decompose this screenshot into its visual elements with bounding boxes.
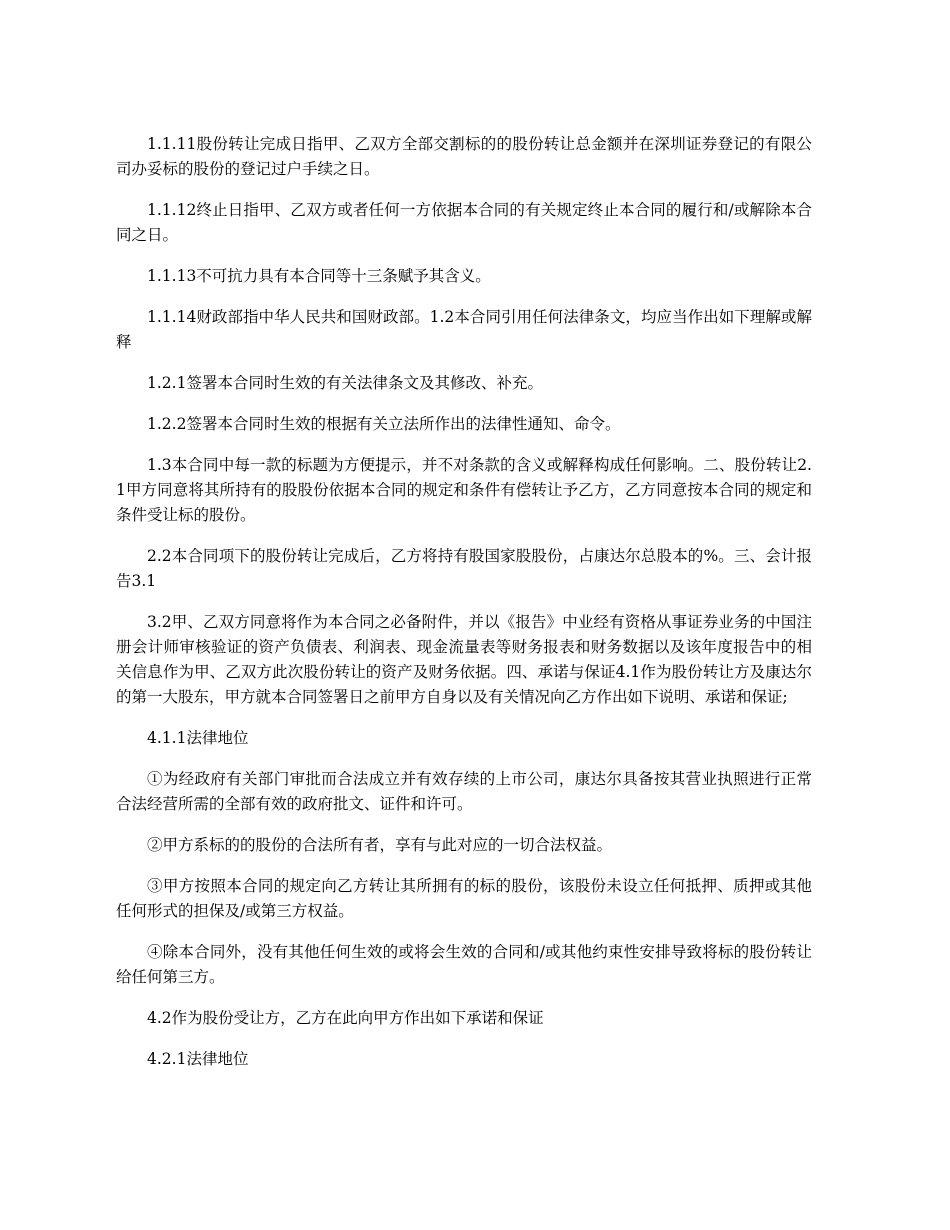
document-body <box>116 132 812 1088</box>
paragraph-item-3: ③甲方按照本合同的规定向乙方转让其所拥有的标的股份，该股份未设立任何抵押、质押或其他任何形式的担保及/或第三方权益。 <box>116 877 812 920</box>
paragraph-1-2-1: 1.2.1签署本合同时生效的有关法律条文及其修改、补充。 <box>147 374 543 392</box>
paragraph-item-1: ①为经政府有关部门审批而合法成立并有效存续的上市公司，康达尔具备按其营业执照进行正常合法经营所需的全部有效的政府批文、证件和许可。 <box>116 770 812 813</box>
paragraph-2-2: 2.2本合同项下的股份转让完成后，乙方将持有股国家股股份，占康达尔总股本的%。三、会计报告3.1 <box>116 547 812 590</box>
paragraph-4-2: 4.2作为股份受让方，乙方在此向甲方作出如下承诺和保证 <box>147 1009 544 1027</box>
paragraph-item-2: ②甲方系标的的股份的合法所有者，享有与此对应的一切合法权益。 <box>147 836 613 854</box>
paragraph-1-1-13: 1.1.13不可抗力具有本合同等十三条赋予其含义。 <box>147 267 491 285</box>
paragraph-4-2-1: 4.2.1法律地位 <box>147 1050 249 1068</box>
paragraph-item-4: ④除本合同外，没有其他任何生效的或将会生效的合同和/或其他约束性安排导致将标的股份转让给任何第三方。 <box>116 943 812 986</box>
paragraph-3-2: 3.2甲、乙双方同意将作为本合同之必备附件，并以《报告》中业经有资格从事证券业务的中国注册会计师审核验证的资产负债表、利润表、现金流量表等财务报表和财务数据以及该年度报告中的相关信息作为甲、乙双方此次股份转让的资产及财务依据。四、承诺与保证4.1作为股份转让方及康达尔的第一大股东，甲方就本合同签署日之前甲方自身以及有关情况向乙方作出如下说明、承诺和保证; <box>116 613 812 706</box>
paragraph-1-1-14: 1.1.14财政部指中华人民共和国财政部。1.2本合同引用任何法律条文，均应当作出如下理解或解释 <box>116 308 812 351</box>
paragraph-1-1-12: 1.1.12终止日指甲、乙双方或者任何一方依据本合同的有关规定终止本合同的履行和/或解除本合同之日。 <box>116 201 812 244</box>
paragraph-1-2-2: 1.2.2签署本合同时生效的根据有关立法所作出的法律性通知、命令。 <box>147 415 621 433</box>
paragraph-1-3: 1.3本合同中每一款的标题为方便提示，并不对条款的含义或解释构成任何影响。二、股份转让2.1甲方同意将其所持有的股股份依据本合同的规定和条件有偿转让予乙方，乙方同意按本合同的规定和条件受让标的股份。 <box>116 456 812 524</box>
paragraph-4-1-1: 4.1.1法律地位 <box>147 729 249 747</box>
paragraph-1-1-11: 1.1.11股份转让完成日指甲、乙双方全部交割标的的股份转让总金额并在深圳证券登记的有限公司办妥标的股份的登记过户手续之日。 <box>116 135 812 178</box>
